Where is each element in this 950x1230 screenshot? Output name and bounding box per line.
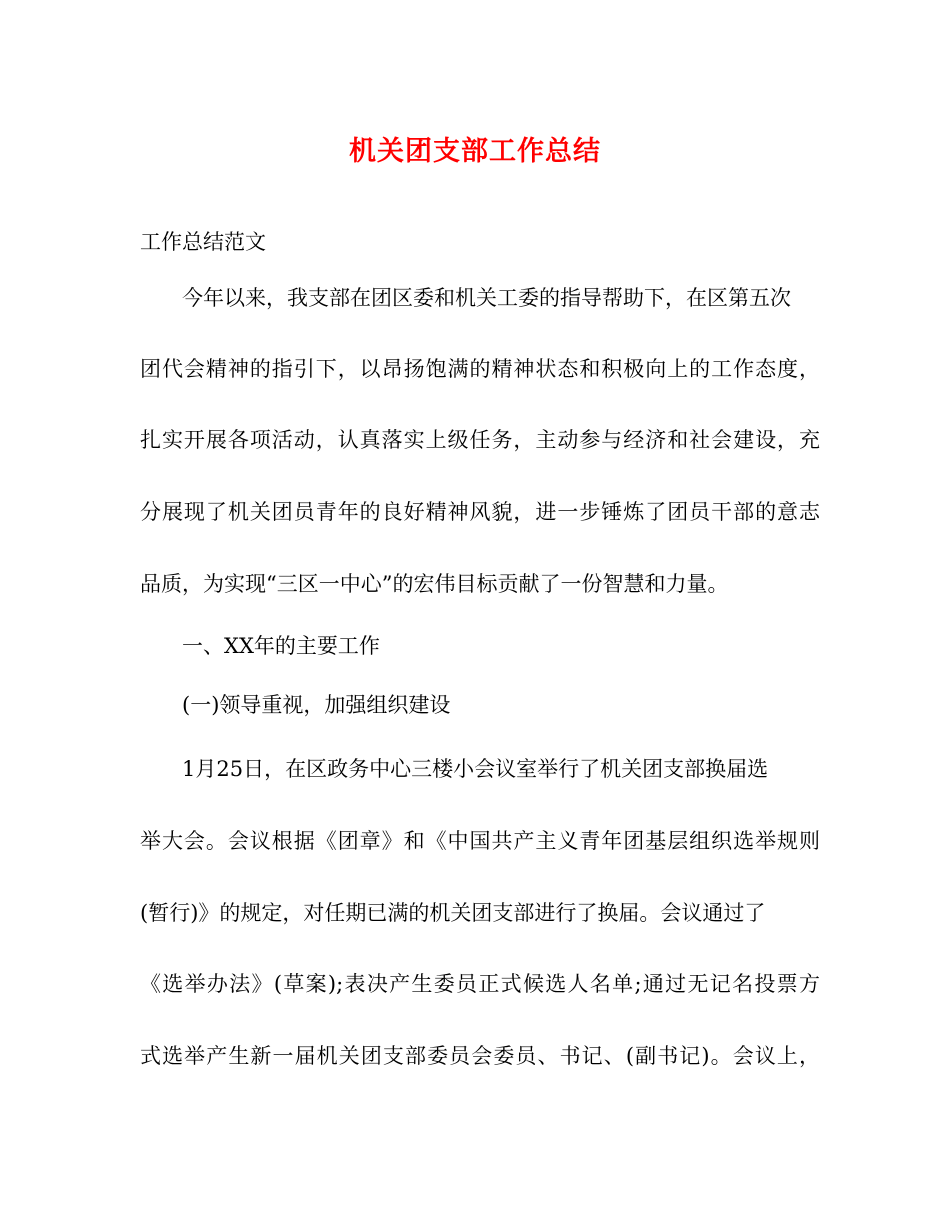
section-heading: 一、XX年的主要工作	[182, 634, 380, 658]
document-subtitle: 工作总结范文	[140, 230, 266, 254]
paragraph-line: 扎实开展各项活动，认真落实上级任务，主动参与经济和社会建设，充	[140, 428, 820, 452]
paragraph-line: 品质，为实现“三区一中心”的宏伟目标贡献了一份智慧和力量。	[140, 572, 729, 596]
subsection-heading: (一)领导重视，加强组织建设	[182, 693, 451, 717]
paragraph-line: 分展现了机关团员青年的良好精神风貌，进一步锤炼了团员干部的意志	[140, 500, 820, 524]
paragraph-line: 《选举办法》(草案);表决产生委员正式候选人名单;通过无记名投票方	[140, 972, 820, 996]
paragraph-line: 团代会精神的指引下，以昂扬饱满的精神状态和积极向上的工作态度，	[140, 357, 820, 381]
paragraph-line: 今年以来，我支部在团区委和机关工委的指导帮助下，在区第五次	[182, 286, 791, 310]
paragraph-line: 式选举产生新一届机关团支部委员会委员、书记、(副书记)。会议上，	[140, 1044, 820, 1068]
paragraph-line: (暂行)》的规定，对任期已满的机关团支部进行了换届。会议通过了	[140, 901, 766, 925]
paragraph-line: 举大会。会议根据《团章》和《中国共产主义青年团基层组织选举规则	[140, 829, 820, 853]
document-title: 机关团支部工作总结	[349, 136, 601, 167]
paragraph-line: 1月25日，在区政务中心三楼小会议室举行了机关团支部换届选	[182, 757, 769, 781]
